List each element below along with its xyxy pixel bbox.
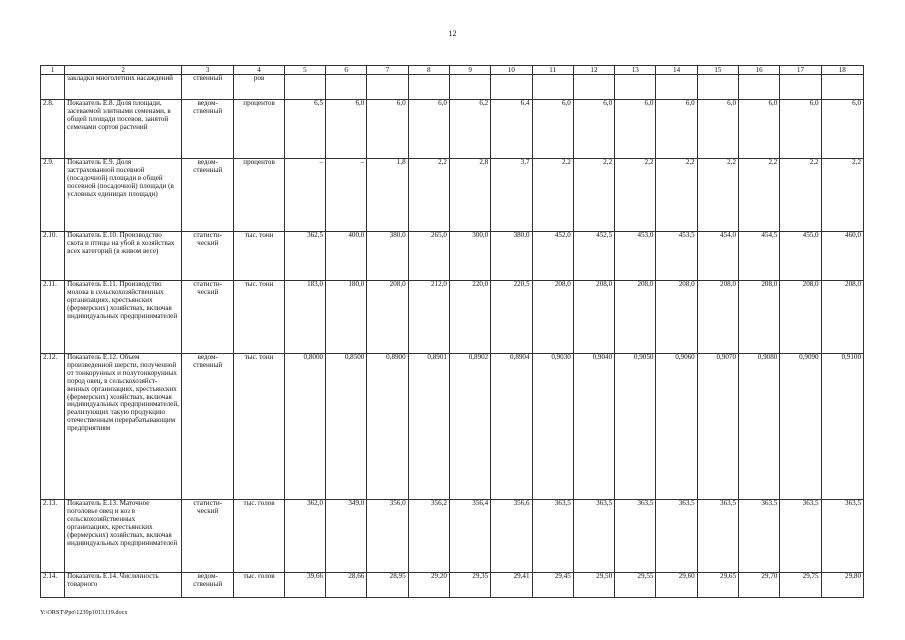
value-cell: 2,2 [821, 159, 863, 232]
indicator-name: Показатель Е.11. Производство молока в сельскохозяйственных организациях, крестьянских (фермерских) хозяйствах, включая индивидуальных предпринимателей [65, 281, 182, 354]
value-cell [573, 75, 614, 100]
value-cell: 29,70 [739, 573, 780, 598]
value-cell: 452,5 [573, 232, 614, 281]
value-cell: 6,4 [491, 100, 532, 159]
value-cell [532, 75, 573, 100]
column-header-7: 7 [367, 66, 408, 75]
indicator-name: Показатель Е.13. Маточное поголовье овец и коз в сельскохозяйственных организациях, крестьянских (фермерских) хозяйствах, включая индивидуальных предпринимателей [65, 500, 182, 573]
column-header-6: 6 [326, 66, 367, 75]
column-header-14: 14 [656, 66, 697, 75]
value-cell: 3,7 [491, 159, 532, 232]
value-cell [697, 75, 738, 100]
table-row [41, 75, 864, 100]
value-cell: 29,55 [615, 573, 656, 598]
value-cell: 363,5 [697, 500, 738, 573]
row-number [41, 75, 65, 100]
value-cell: 208,0 [573, 281, 614, 354]
value-cell [449, 75, 490, 100]
value-cell: 349,0 [326, 500, 367, 573]
value-cell: 2,2 [697, 159, 738, 232]
value-cell: 0,9080 [739, 354, 780, 500]
table-row [41, 500, 864, 573]
value-cell: 0,9060 [656, 354, 697, 500]
table-body [41, 75, 864, 598]
value-cell: 363,5 [656, 500, 697, 573]
value-cell: 454,5 [739, 232, 780, 281]
value-cell: 28,95 [367, 573, 408, 598]
row-number: 2.14. [41, 573, 65, 598]
column-header-2: 2 [65, 66, 182, 75]
value-cell [821, 75, 863, 100]
indicator-name: Показатель Е.14. Численность товарного [65, 573, 182, 598]
value-cell: 208,0 [615, 281, 656, 354]
value-cell [656, 75, 697, 100]
value-cell: 29,50 [573, 573, 614, 598]
value-cell: 0,8902 [449, 354, 490, 500]
value-cell: 6,0 [532, 100, 573, 159]
value-cell: 6,2 [449, 100, 490, 159]
data-source: статисти-ческий [182, 500, 234, 573]
unit: тыс. тонн [234, 281, 284, 354]
indicator-name: закладки многолетних насаждений [65, 75, 182, 100]
value-cell: 363,5 [573, 500, 614, 573]
value-cell: 453,0 [615, 232, 656, 281]
value-cell: 0,8901 [408, 354, 449, 500]
indicator-name: Показатель Е.10. Производство скота и птицы на убой в хозяйствах всех категорий (в живом весе) [65, 232, 182, 281]
value-cell: 208,0 [739, 281, 780, 354]
value-cell [739, 75, 780, 100]
unit: тыс. голов [234, 500, 284, 573]
value-cell: 0,9030 [532, 354, 573, 500]
row-number: 2.10. [41, 232, 65, 281]
unit: тыс. тонн [234, 354, 284, 500]
value-cell [780, 75, 821, 100]
value-cell: 6,0 [656, 100, 697, 159]
unit: ров [234, 75, 284, 100]
value-cell: 2,2 [656, 159, 697, 232]
table-row [41, 232, 864, 281]
column-header-3: 3 [182, 66, 234, 75]
row-number: 2.11. [41, 281, 65, 354]
value-cell: 208,0 [367, 281, 408, 354]
value-cell: 29,45 [532, 573, 573, 598]
value-cell: 6,0 [367, 100, 408, 159]
value-cell: 0,8500 [326, 354, 367, 500]
value-cell: 2,8 [449, 159, 490, 232]
value-cell: 300,0 [449, 232, 490, 281]
unit: процентов [234, 159, 284, 232]
value-cell: – [284, 159, 325, 232]
unit: процентов [234, 100, 284, 159]
column-header-10: 10 [491, 66, 532, 75]
value-cell: 6,5 [284, 100, 325, 159]
value-cell: 208,0 [656, 281, 697, 354]
column-header-17: 17 [780, 66, 821, 75]
data-source: статисти-ческий [182, 232, 234, 281]
data-source: ведом-ственный [182, 159, 234, 232]
value-cell: 2,2 [408, 159, 449, 232]
data-source: ведом-ственный [182, 573, 234, 598]
value-cell: 180,0 [326, 281, 367, 354]
value-cell: 29,65 [697, 573, 738, 598]
column-header-9: 9 [449, 66, 490, 75]
value-cell: 265,0 [408, 232, 449, 281]
value-cell: 29,20 [408, 573, 449, 598]
value-cell: – [326, 159, 367, 232]
row-number: 2.9. [41, 159, 65, 232]
table-row [41, 573, 864, 598]
value-cell: 29,75 [780, 573, 821, 598]
value-cell: 356,6 [491, 500, 532, 573]
indicator-name: Показатель Е.9. Доля застрахованной посевной (посадочной) площади в общей посевной (посадочной) площади (в условных единицах площади) [65, 159, 182, 232]
value-cell: 29,41 [491, 573, 532, 598]
value-cell: 208,0 [697, 281, 738, 354]
value-cell: 0,8904 [491, 354, 532, 500]
table-row [41, 100, 864, 159]
row-number: 2.12. [41, 354, 65, 500]
column-header-13: 13 [615, 66, 656, 75]
value-cell: 356,2 [408, 500, 449, 573]
value-cell: 453,5 [656, 232, 697, 281]
value-cell: 455,0 [780, 232, 821, 281]
value-cell: 363,5 [739, 500, 780, 573]
column-header-12: 12 [573, 66, 614, 75]
value-cell: 0,9100 [821, 354, 863, 500]
value-cell [326, 75, 367, 100]
data-source: ственный [182, 75, 234, 100]
data-source: ведом-ственный [182, 100, 234, 159]
value-cell: 356,4 [449, 500, 490, 573]
value-cell: 2,2 [573, 159, 614, 232]
column-header-5: 5 [284, 66, 325, 75]
value-cell: 29,60 [656, 573, 697, 598]
value-cell: 6,0 [697, 100, 738, 159]
value-cell: 39,66 [284, 573, 325, 598]
value-cell: 0,8900 [367, 354, 408, 500]
indicator-name: Показатель Е.12. Объем произведенной шерсти, полученной от тонкорунных и полутонкорунных пород овец, в сельскохозяйст-венных организациях, крестьянских (фермерских) хозяйствах, включая индивидуальных предпринимателей, реализующих такую продукцию отечественным перерабатывающим предприятиям [65, 354, 182, 500]
table-row [41, 281, 864, 354]
value-cell: 2,2 [780, 159, 821, 232]
value-cell: 220,5 [491, 281, 532, 354]
value-cell: 362,0 [284, 500, 325, 573]
value-cell [367, 75, 408, 100]
value-cell [615, 75, 656, 100]
value-cell: 363,5 [821, 500, 863, 573]
value-cell: 452,0 [532, 232, 573, 281]
value-cell: 363,5 [780, 500, 821, 573]
unit: тыс. голов [234, 573, 284, 598]
value-cell: 208,0 [821, 281, 863, 354]
data-source: статисти-ческий [182, 281, 234, 354]
value-cell: 0,8000 [284, 354, 325, 500]
value-cell: 0,9070 [697, 354, 738, 500]
column-header-15: 15 [697, 66, 738, 75]
value-cell: 1,8 [367, 159, 408, 232]
value-cell: 2,2 [532, 159, 573, 232]
indicator-table [40, 65, 864, 598]
table-row [41, 354, 864, 500]
value-cell: 2,2 [739, 159, 780, 232]
value-cell: 363,5 [532, 500, 573, 573]
indicator-name: Показатель Е.8. Доля площади, засеваемой элитными семенами, в общей площади посевов, занятой семенами сортов растений [65, 100, 182, 159]
value-cell: 363,5 [615, 500, 656, 573]
value-cell: 400,0 [326, 232, 367, 281]
value-cell: 356,0 [367, 500, 408, 573]
unit: тыс. тонн [234, 232, 284, 281]
value-cell: 454,0 [697, 232, 738, 281]
column-header-18: 18 [821, 66, 863, 75]
value-cell [491, 75, 532, 100]
value-cell: 208,0 [780, 281, 821, 354]
value-cell: 6,0 [821, 100, 863, 159]
row-number: 2.8. [41, 100, 65, 159]
header-row [41, 66, 864, 75]
row-number: 2.13. [41, 500, 65, 573]
value-cell: 380,0 [491, 232, 532, 281]
value-cell: 0,9090 [780, 354, 821, 500]
value-cell [284, 75, 325, 100]
column-header-16: 16 [739, 66, 780, 75]
column-header-11: 11 [532, 66, 573, 75]
value-cell [408, 75, 449, 100]
column-header-1: 1 [41, 66, 65, 75]
value-cell: 6,0 [780, 100, 821, 159]
value-cell: 212,0 [408, 281, 449, 354]
value-cell: 220,0 [449, 281, 490, 354]
value-cell: 28,66 [326, 573, 367, 598]
value-cell: 6,0 [573, 100, 614, 159]
value-cell: 0,9040 [573, 354, 614, 500]
value-cell: 2,2 [615, 159, 656, 232]
value-cell: 6,0 [326, 100, 367, 159]
page-number: 12 [448, 29, 457, 38]
column-header-4: 4 [234, 66, 284, 75]
table-row [41, 159, 864, 232]
value-cell: 362,5 [284, 232, 325, 281]
value-cell: 6,0 [615, 100, 656, 159]
data-source: ведом-ственный [182, 354, 234, 500]
value-cell: 460,0 [821, 232, 863, 281]
value-cell: 6,0 [739, 100, 780, 159]
value-cell: 208,0 [532, 281, 573, 354]
value-cell: 29,80 [821, 573, 863, 598]
value-cell: 6,0 [408, 100, 449, 159]
footer-file-path: Y:\ORST\Ppo\1230p1013.f19.docx [40, 609, 128, 616]
value-cell: 0,9050 [615, 354, 656, 500]
column-header-8: 8 [408, 66, 449, 75]
value-cell: 29,35 [449, 573, 490, 598]
value-cell: 380,0 [367, 232, 408, 281]
value-cell: 183,0 [284, 281, 325, 354]
